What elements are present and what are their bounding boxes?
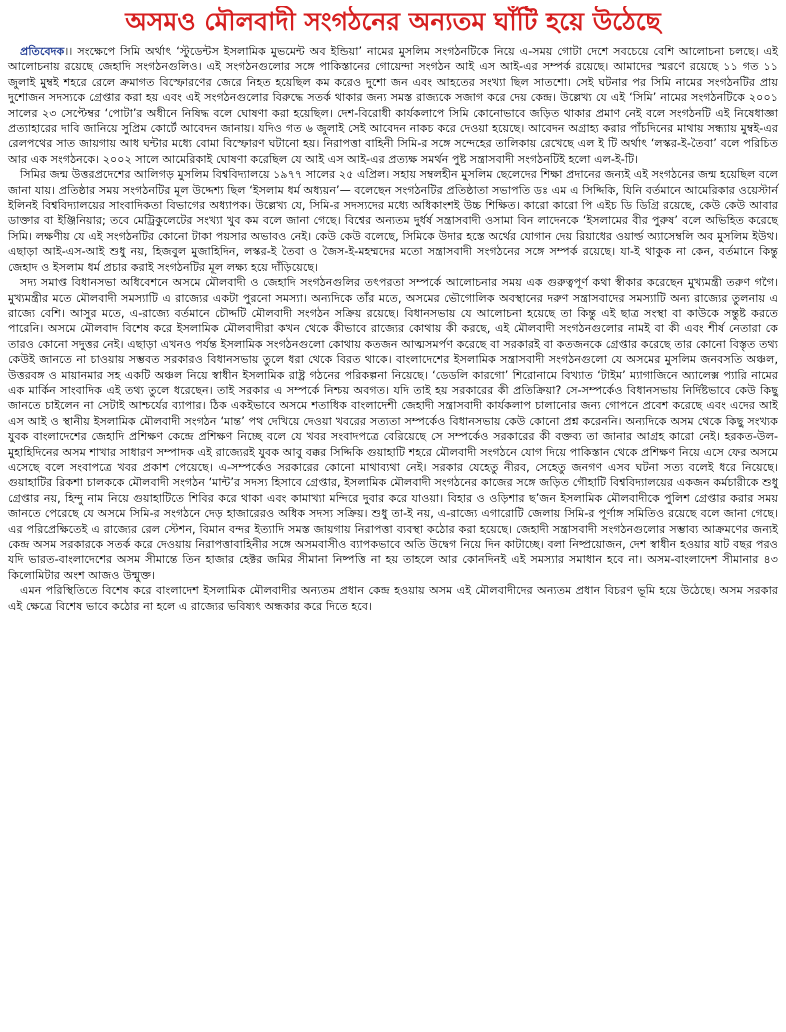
article-paragraph: সিমির জন্ম উত্তরপ্রদেশের আলিগড় মুসলিম বিশ্ববিদ্যালয়ে ১৯৭৭ সালের ২৫ এপ্রিল। সহায় সম্বলহীন মুসলিম ছেলেদের শিক্ষা প্রদানের জন্যই এই সংগঠনের জন্ম হয়েছিল বলে জানা যায়। প্রতিষ্ঠার সময় সংগঠনটির মূল উদ্দেশ্য ছিল ‘ইসলাম ধর্ম অধ্যয়ন’— বলেছেন সংগঠনটির প্রতিষ্ঠাতা সভাপতি ডঃ এম এ সিদ্দিকি, যিনি বর্তমানে আমেরিকার ওয়েস্টার্ন ইলিনই বিশ্ববিদ্যালয়ের সাংবাদিকতা বিভাগের অধ্যাপক। উল্লেখ্য যে, সিমি-র সদস্যদের মধ্যে অধিকাংশই উচ্চ শিক্ষিত। কারো কারো পি এইচ ডি ডিগ্রি রয়েছে, কেউ কেউ আবার ডাক্তার বা ইঞ্জিনিয়ার; তবে মেট্রিকুলেটের সংখ্যা খুব কম বলে জানা গেছে। বিশ্বের অন্যতম দুর্ধর্ষ সন্ত্রাসবাদী ওসামা বিন লাদেনকে ‘ইসলামের বীর পুরুষ’ বলে অভিহিত করেছে সিমি। লক্ষণীয় যে এই সংগঠনটির কোনো টাকা পয়সার অভাবও নেই। কেউ কেউ বলেছে, সিমিকে উদার হস্তে অর্থের যোগান দেয় রিয়াধের ওয়ার্ল্ড অ্যাসেম্বলি অব মুসলিম ইউথ। এছাড়া আই-এস-আই শুধু নয়, হিজবুল মুজাহিদিন, লস্কর-ই তৈবা ও জৈস-ই-মহম্মদের মতো সন্ত্রাসবাদী সংগঠনের সঙ্গে সম্পর্ক রয়েছে। যা-ই থাকুক না কেন, বর্তমানে কিন্তু জেহাদ ও ইসলাম ধর্ম প্রচার করাই সংগঠনটির মূল লক্ষ্য হয়ে দাঁড়িয়েছে। [8,168,778,274]
article-paragraph: সদ্য সমাপ্ত বিধানসভা অধিবেশনে অসমে মৌলবাদী ও জেহাদি সংগঠনগুলির তৎপরতা সম্পর্কে আলোচনার সময় এক গুরুত্বপূর্ণ কথা স্বীকার করেছেন মুখ্যমন্ত্রী তরুণ গগৈ। মুখ্যমন্ত্রীর মতে মৌলবাদী সমস্যাটি এ রাজ্যের একটা পুরনো সমস্যা। অন্যদিকে তাঁর মতে, অসমের ভৌগোলিক অবস্থানের দরুণ সন্ত্রাসবাদের সমস্যাটি অন্য রাজ্যের তুলনায় এ রাজ্যে বেশি। আসুর মতে, এ-রাজ্যে বর্তমানে চৌদ্দটি মৌলবাদী সংগঠন সক্রিয় রয়েছে। বিধানসভায় যে আলোচনা হয়েছে তা কিন্তু এই ছাত্র সংস্থা বা কাউকে সন্তুষ্ট করতে পারেনি। অসমে মৌলবাদ বিশেষ করে ইসলামিক মৌলবাদীরা কখন থেকে কীভাবে রাজ্যের কোথায় কী করছে, এই মৌলবাদী সংগঠনগুলোর নামই বা কী এবং শীর্ষ নেতারা কে তারও কোনো সদুত্তর নেই। এছাড়া এখনও পর্যন্ত ইসলামিক সংগঠনগুলো কোথায় কতজন আত্মসমর্পণ করেছে বা সরকারই বা কতজনকে গ্রেপ্তার করেছে তার কোনো বিস্তৃত তথ্য কেউই জানতে না চাওয়ায় সম্ভবত সরকারও বিধানসভায় তুলে ধরা থেকে বিরত থাকে। বাংলাদেশের ইসলামিক সন্ত্রাসবাদী সংগঠনগুলো যে অসমের মুসলিম জনবসতি অঞ্চল, উত্তরবঙ্গ ও মায়ানমার সহ একটি অঞ্চল নিয়ে স্বাধীন ইসলামিক রাষ্ট্র গঠনের পরিকল্পনা নিয়েছে। ‘ডেডলি কারগো’ শিরোনামে বিখ্যাত ‘টাইম’ ম্যাগাজিনে অ্যালেক্স প্যারি নামের এক মার্কিন সাংবাদিক এই তথ্য তুলে ধরেছেন। তাই সরকার এ সম্পর্কে নিশ্চয় অবগত। যদি তাই হয় সরকারের কী প্রতিক্রিয়া? সে-সম্পর্কেও বিধানসভায় নির্দিষ্টভাবে কেউ কিছু জানতে চাইলেন না সেটাই আশ্চর্যের ব্যাপার। ঠিক একইভাবে অসমে শতাধিক বাংলাদেশী জেহাদী সন্ত্রাসবাদী কার্যকলাপ চালানোর জন্য গোপনে প্রবেশ করেছে এবং এদের আই এস আই ও স্থানীয় ইসলামিক মৌলবাদী সংগঠন ‘মান্ত’ পথ দেখিয়ে দেওয়া খবরের সত্যতা সম্পর্কেও বিধানসভায় কেউ কোনো প্রশ্ন করেননি। অন্যদিকে অসম থেকে কিছু সংখ্যক যুবক বাংলাদেশের জেহাদি প্রশিক্ষণ কেন্দ্রে প্রশিক্ষণ নিচ্ছে বলে যে খবর সংবাদপত্রে বেরিয়েছে সে সম্পর্কেও সরকারের কী বক্তব্য তা জানার আগ্রহ কারো নেই। হরকত-উল-মুহাহিদিনের অসম শাখার সাধারণ সম্পাদক এই রাজ্যেরই যুবক আবু বক্কর সিদ্দিকি গুয়াহাটি শহরে মৌলবাদী সংগঠনে যোগ দিয়ে পাকিস্তান থেকে প্রশিক্ষণ নিয়ে এসে ফের অসমে এসেছে বলে সংবাপত্রে খবর প্রকাশ পেয়েছে। এ-সম্পর্কেও সরকারের কোনো মাথাব্যথা নেই। সরকার যেহেতু নীরব, সেহেতু জনগণ এসব ঘটনা সত্য বলেই ধরে নিয়েছে। গুয়াহাটির রিকশা চালককে মৌলবাদী সংগঠন ‘মান্ট’র সদস্য হিসাবে গ্রেপ্তার, ইসলামিক মৌলবাদী সংগঠনের কাজের সঙ্গে জড়িত গৌহাটি বিশ্ববিদ্যালয়ের একজন কর্মচারীকে শুধু গ্রেপ্তার নয়, হিন্দু নাম নিয়ে গুয়াহাটিতে শিবির করে থাকা এবং কামাখ্যা মন্দিরে দুবার করে যাওয়া। বিহার ও ওড়িশার ছ’জন ইসলামিক মৌলবাদীকে পুলিশ গ্রেপ্তার করার সময় জানতে পেরেছে যে অসমে সিমি-র সংগঠনে দেড় হাজারেরও অধিক সদস্য সক্রিয়। শুধু তা-ই নয়, এ-রাজ্যে এগারোটি জেলায় সিমি-র পূর্ণাঙ্গ সমিতিও রয়েছে বলে জানা গেছে। এর পরিপ্রেক্ষিতেই এ রাজ্যের রেল স্টেশন, বিমান বন্দর ইত্যাদি সমস্ত জায়গায় নিরাপত্তা ব্যবস্থা কঠোর করা হয়েছে। জেহাদী সন্ত্রাসবাদী সংগঠনগুলোর সম্ভাব্য আক্রমণের জন্যই কেন্দ্র অসম সরকারকে সতর্ক করে দেওয়ায় নিরাপত্তাবাহিনীর সঙ্গে অসমবাসীও ব্যাপকভাবে অতি উদ্বেগ নিয়ে দিন কাটাচ্ছে। বলা নিষ্প্রয়োজন, দেশ স্বাধীন হওয়ার ষাট বছর পরও যদি ভারত-বাংলাদেশের অসম সীমান্তে তিন হাজার হেক্টর জমির সীমানা নিষ্পত্তি না হয় তাহলে আর কোনদিনই এই সমস্যার সমাধান হবে না। অসম-বাংলাদেশ সীমানার ৪৩ কিলোমিটার অংশ আজও উন্মুক্ত। [8,276,778,582]
byline: প্রতিবেদক [20,45,65,58]
headline: অসমও মৌলবাদী সংগঠনের অন্যতম ঘাঁটি হয়ে উঠেছে [125,7,661,36]
byline-separator: ।। [64,45,78,58]
article-body [8,44,778,614]
paragraph-text: সংক্ষেপে সিমি অর্থাৎ ‘স্টুডেন্টস ইসলামিক মুভমেন্ট অব ইন্ডিয়া’ নামের মুসলিম সংগঠনটিকে নিয়ে এ-সময় গোটা দেশে সবচেয়ে বেশি আলোচনা চলছে। এই আলোচনায় রয়েছে জেহাদি সংগঠনগুলিও। এই সংগঠনগুলোর সঙ্গে পাকিস্তানের গোয়েন্দা সংগঠন আই এস আই-এর সম্পর্ক রয়েছে। আমাদের স্মরণে রয়েছে ১১ গত ১১ জুলাই মুম্বই শহরে রেলে ক্রমাগত বিস্ফোরণের জেরে নিহত হয়েছিল কম করেও দুশো জন এবং আহতের সংখ্যা ছিল সাতশো। সেই ঘটনার পর সিমি নামের সংগঠনটির প্রায় দুশোজন সদস্যকে গ্রেপ্তার করা হয় এবং এই সংগঠনগুলোর বিরুদ্ধে সতর্ক থাকার জন্য সমস্ত রাজ্যকে সজাগ করে দেয় কেন্দ্র। উল্লেখ্য যে এই ‘সিমি’ নামের সংগঠনটিকে ২০০১ সালের ২৩ সেপ্টেম্বর ‘পোটা’র অধীনে নিষিদ্ধ বলে ঘোষণা করা হয়েছিল। দেশ-বিরোধী কার্যকলাপে সিমি কোনোভাবে জড়িত থাকার প্রমাণ নেই বলে সংগঠনটি এই নিষেধাজ্ঞা প্রত্যাহারের দাবি জানিয়ে সুপ্রিম কোর্টে আবেদন জানায়। যদিও গত ৬ জুলাই সেই আবেদন নাকচ করে দেওয়া হয়েছে। আবেদন অগ্রাহ্য করার পাঁচদিনের মাথায় সন্ধ্যায় মুম্বই-এর রেলপথের সাত জায়গায় আধ ঘন্টার মধ্যে বোমা বিস্ফোরণ ঘটানো হয়। নিরাপত্তা বাহিনী সিমি-র সঙ্গে সন্দেহের তালিকায় রেখেছে এল ই টি অর্থাৎ ‘লস্কর-ই-তৈবা’ বলে পরিচিত আর এক সংগঠনকে। ২০০২ সালে আমেরিকাই ঘোষণা করেছিল যে আই এস আই-এর প্রত্যক্ষ সমর্থন পুষ্ট সন্ত্রাসবাদী সংগঠনটিই হলো এল-ই-টি। [8,45,778,166]
article-paragraph [8,44,778,167]
article-paragraph: এমন পরিস্থিতিতে বিশেষ করে বাংলাদেশ ইসলামিক মৌলবাদীর অন্যতম প্রধান কেন্দ্র হওয়ায় অসম এই মৌলবাদীদের অন্যতম প্রধান বিচরণ ভূমি হয়ে উঠেছে। অসম সরকার এই ক্ষেত্রে বিশেষ ভাবে কঠোর না হলে এ রাজ্যের ভবিষ্যৎ অন্ধকার করে দিতে হবে। [8,584,778,613]
